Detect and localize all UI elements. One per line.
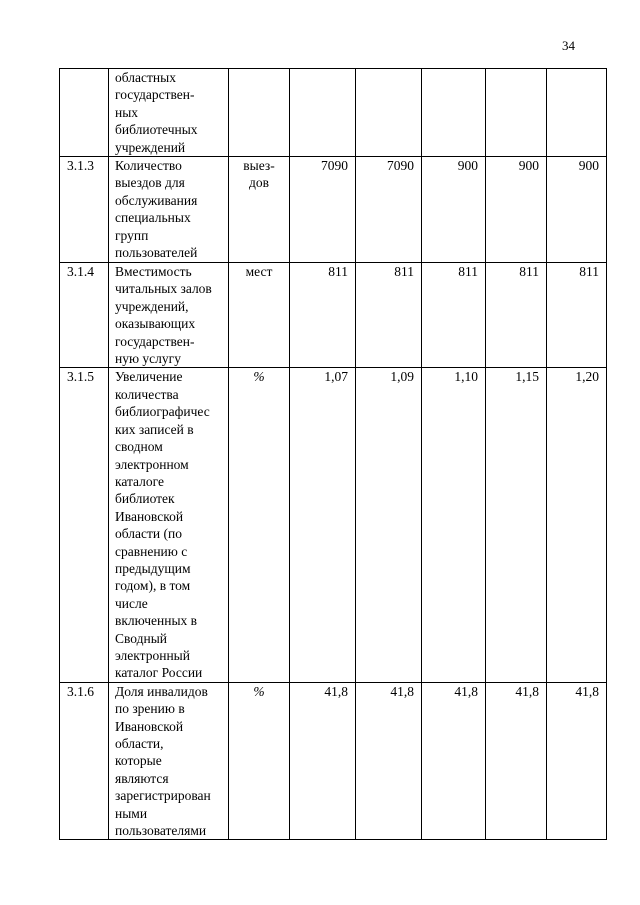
indicator-name-line: групп (115, 227, 149, 243)
indicator-name-line: Доля инвалидов (115, 683, 208, 699)
indicator-name-line: числе (115, 595, 148, 611)
indicator-name-line: количества (115, 386, 179, 402)
unit-of-measure (229, 682, 290, 840)
value-cell (486, 69, 547, 157)
indicator-name-line: Количество (115, 158, 182, 174)
indicator-name-line: обслуживания (115, 192, 198, 208)
row-number: 3.1.5 (60, 368, 109, 682)
value-cell: 1,20 (547, 368, 607, 682)
indicator-name-line: области, (115, 736, 164, 751)
table-row (60, 69, 607, 157)
indicator-name-line: каталог России (115, 665, 203, 681)
value-cell: 1,10 (422, 368, 486, 682)
indicator-name-line: Ивановской (115, 718, 184, 734)
indicator-name-line: ких записей в (115, 421, 194, 437)
unit-line: % (253, 369, 265, 385)
indicator-name-line: сравнению с (115, 543, 188, 559)
indicator-name-line: электронном (115, 456, 189, 472)
indicator-name-line: областных (115, 70, 176, 85)
indicator-name-line: Увеличение (115, 369, 183, 385)
indicator-name-line: учреждений (115, 139, 186, 155)
value-cell: 41,8 (356, 682, 422, 840)
value-cell: 900 (547, 157, 607, 263)
indicator-name-line: электронный (115, 647, 190, 663)
value-cell: 41,8 (486, 682, 547, 840)
indicator-name-line: Сводный (115, 630, 168, 646)
value-cell: 811 (356, 263, 422, 368)
unit-line: % (253, 683, 265, 699)
value-cell: 900 (422, 157, 486, 263)
indicator-name-line: являются (115, 770, 169, 786)
indicator-name-line: читальных залов (115, 281, 212, 297)
row-number: 3.1.4 (60, 263, 109, 368)
value-cell: 41,8 (290, 682, 356, 840)
unit-of-measure (229, 368, 290, 682)
unit-line: дов (249, 175, 269, 191)
indicator-name-line: области (по (115, 526, 182, 542)
value-cell: 7090 (356, 157, 422, 263)
row-number: 3.1.3 (60, 157, 109, 263)
indicator-name-line: по зрению в (115, 701, 185, 717)
indicator-name-line: оказывающих (115, 316, 196, 332)
indicator-name-line: предыдущим (115, 560, 191, 576)
indicator-name-line: зарегистрирован (115, 788, 211, 804)
indicator-name-line: включенных в (115, 613, 198, 629)
row-number: 3.1.6 (60, 682, 109, 840)
unit-of-measure (229, 263, 290, 368)
indicator-name (109, 682, 229, 840)
value-cell: 1,15 (486, 368, 547, 682)
indicator-name-line: сводном (115, 439, 163, 455)
indicator-name-line: выездов для (115, 175, 185, 191)
value-cell: 900 (486, 157, 547, 263)
indicator-name-line: Вместимость (115, 264, 192, 280)
value-cell: 811 (290, 263, 356, 368)
indicator-name-line: ными (115, 805, 148, 821)
indicator-name-line: каталоге (115, 473, 165, 489)
value-cell: 811 (422, 263, 486, 368)
table-row (60, 157, 607, 263)
value-cell (547, 69, 607, 157)
indicator-name-line: годом), в том (115, 578, 191, 594)
value-cell (422, 69, 486, 157)
indicator-name (109, 69, 229, 157)
indicator-name (109, 263, 229, 368)
indicator-name-line: библиотек (115, 491, 175, 507)
page-number: 34 (562, 38, 575, 53)
unit-of-measure (229, 69, 290, 157)
indicators-table (59, 68, 607, 840)
table-row (60, 682, 607, 840)
indicator-name-line: ных (115, 104, 139, 120)
value-cell: 41,8 (547, 682, 607, 840)
table-row (60, 368, 607, 682)
value-cell: 1,07 (290, 368, 356, 682)
value-cell: 41,8 (422, 682, 486, 840)
indicator-name-line: пользователями (115, 823, 207, 839)
value-cell: 1,09 (356, 368, 422, 682)
value-cell (356, 69, 422, 157)
value-cell: 811 (547, 263, 607, 368)
indicator-name (109, 368, 229, 682)
row-number (60, 69, 109, 157)
table-row (60, 263, 607, 368)
indicator-name-line: Ивановской (115, 508, 184, 524)
indicator-name-line: ную услугу (115, 351, 181, 367)
indicator-name-line: учреждений, (115, 298, 189, 314)
value-cell: 7090 (290, 157, 356, 263)
indicator-name-line: специальных (115, 210, 191, 226)
indicator-name-line: пользователей (115, 245, 198, 261)
indicator-name-line: которые (115, 753, 162, 769)
indicator-name-line: государствен- (115, 87, 195, 103)
unit-line: мест (245, 264, 273, 280)
indicator-name-line: библиотечных (115, 122, 198, 138)
indicator-name-line: библиографичес (115, 404, 210, 420)
value-cell: 811 (486, 263, 547, 368)
unit-line: выез- (243, 158, 275, 174)
indicator-name-line: государствен- (115, 333, 195, 349)
indicator-name (109, 157, 229, 263)
unit-of-measure (229, 157, 290, 263)
value-cell (290, 69, 356, 157)
